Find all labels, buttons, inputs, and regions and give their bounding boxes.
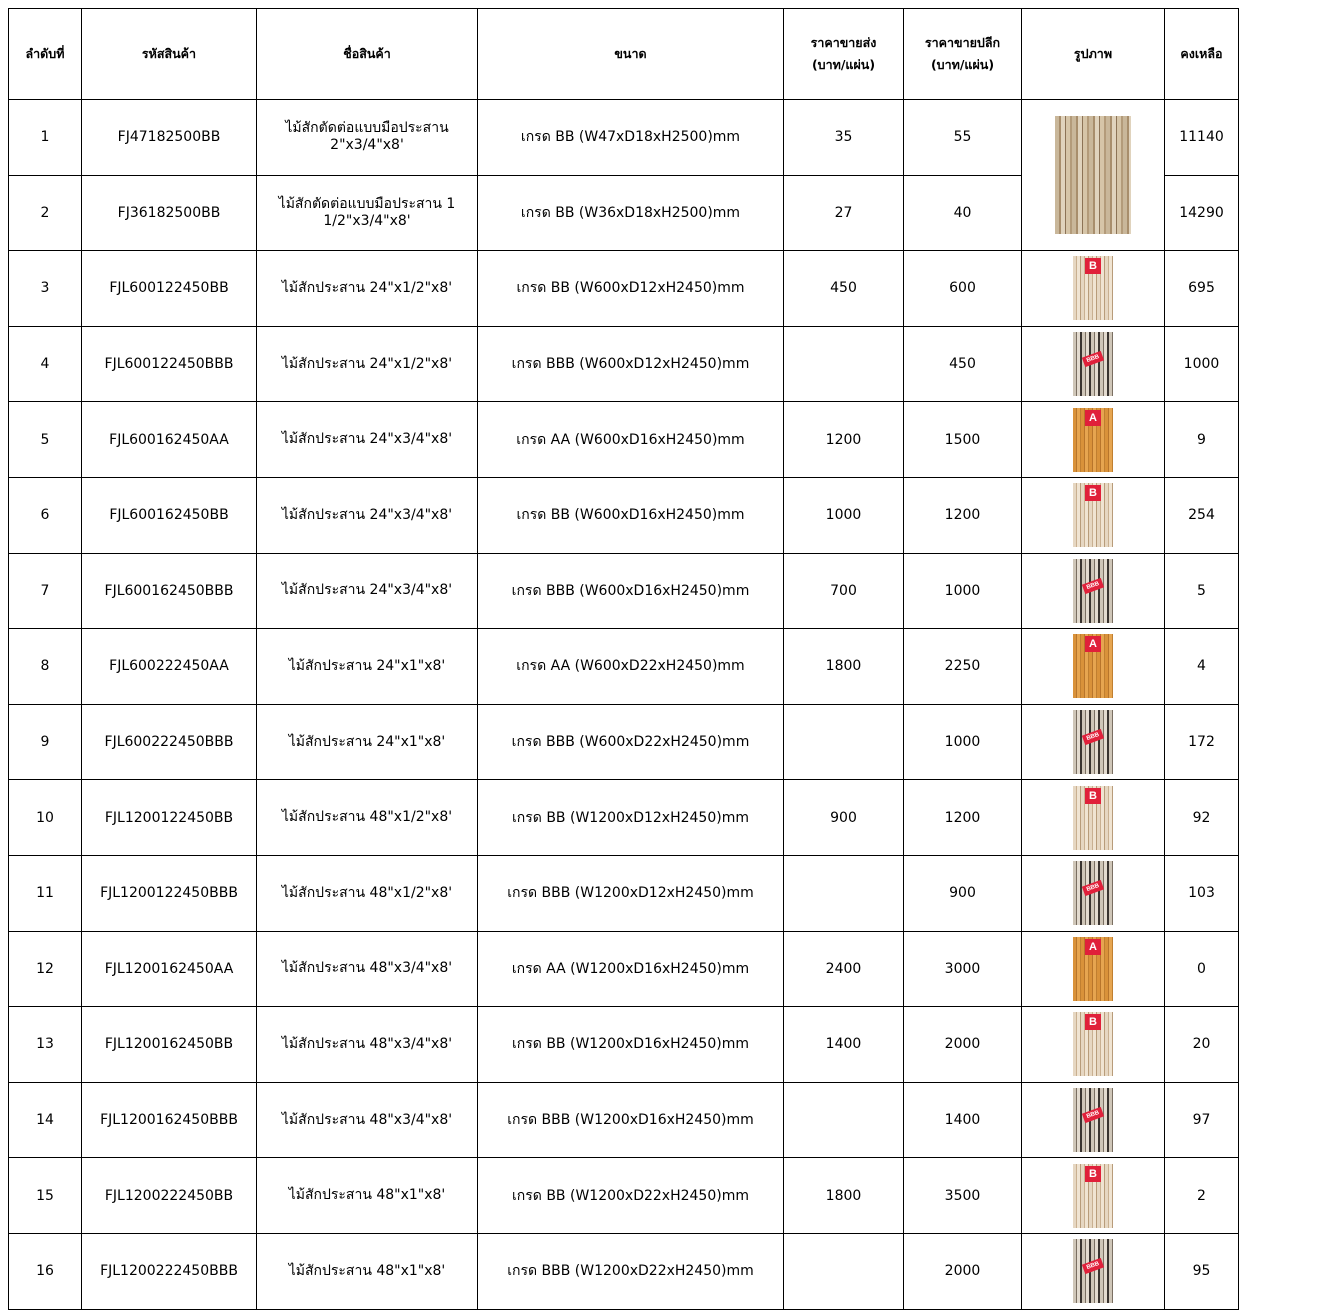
panel-grade-bbb-image (1073, 1088, 1113, 1152)
stock-remaining: 95 (1165, 1233, 1239, 1309)
product-image-cell (1022, 780, 1165, 856)
grade-tag: BBB (1082, 1258, 1104, 1274)
table-row (9, 251, 1239, 327)
row-number: 5 (9, 402, 82, 478)
row-number: 9 (9, 704, 82, 780)
row-number: 1 (9, 100, 82, 176)
header-row (9, 9, 1239, 100)
product-code: FJL1200162450AA (82, 931, 257, 1007)
product-size: เกรด BBB (W600xD22xH2450)mm (478, 704, 784, 780)
product-image-cell (1022, 100, 1165, 251)
product-name: ไม้สักประสาน 24"x1/2"x8' (257, 251, 478, 327)
grade-tag: B (1085, 258, 1101, 274)
product-size: เกรด AA (W600xD16xH2450)mm (478, 402, 784, 478)
retail-price: 1400 (904, 1082, 1022, 1158)
wood-plank-image (1055, 116, 1131, 234)
wholesale-price: 900 (784, 780, 904, 856)
product-size: เกรด BB (W1200xD16xH2450)mm (478, 1007, 784, 1083)
grade-tag: A (1085, 410, 1101, 426)
product-name: ไม้สักประสาน 48"x3/4"x8' (257, 1082, 478, 1158)
product-size: เกรด BB (W600xD12xH2450)mm (478, 251, 784, 327)
grade-tag: BBB (1082, 1107, 1104, 1123)
product-code: FJL600162450BBB (82, 553, 257, 629)
table-row (9, 855, 1239, 931)
product-name: ไม้สักตัดต่อแบบมือประสาน 2"x3/4"x8' (257, 100, 478, 176)
product-size: เกรด BBB (W1200xD16xH2450)mm (478, 1082, 784, 1158)
table-row (9, 1158, 1239, 1234)
stock-remaining: 172 (1165, 704, 1239, 780)
product-size: เกรด BBB (W600xD16xH2450)mm (478, 553, 784, 629)
wholesale-price (784, 1082, 904, 1158)
table-row (9, 704, 1239, 780)
wholesale-price: 1800 (784, 629, 904, 705)
product-code: FJL600222450AA (82, 629, 257, 705)
retail-price: 1200 (904, 477, 1022, 553)
product-code: FJL1200122450BBB (82, 855, 257, 931)
grade-tag: B (1085, 1166, 1101, 1182)
panel-grade-b-image (1073, 1164, 1113, 1228)
product-code: FJL1200162450BBB (82, 1082, 257, 1158)
wholesale-price: 450 (784, 251, 904, 327)
header-wholesale-unit: (บาท/แผ่น) (811, 57, 876, 72)
price-table (8, 8, 1239, 1310)
row-number: 3 (9, 251, 82, 327)
row-number: 10 (9, 780, 82, 856)
retail-price: 2000 (904, 1007, 1022, 1083)
wholesale-price: 1400 (784, 1007, 904, 1083)
wholesale-price: 2400 (784, 931, 904, 1007)
product-code: FJL600222450BBB (82, 704, 257, 780)
panel-grade-a-image (1073, 937, 1113, 1001)
wholesale-price (784, 704, 904, 780)
product-name: ไม้สักประสาน 48"x1/2"x8' (257, 780, 478, 856)
grade-tag: B (1085, 1014, 1101, 1030)
product-image-cell (1022, 931, 1165, 1007)
grade-tag: BBB (1082, 351, 1104, 367)
stock-remaining: 1000 (1165, 326, 1239, 402)
wholesale-price: 700 (784, 553, 904, 629)
wholesale-price: 1800 (784, 1158, 904, 1234)
row-number: 16 (9, 1233, 82, 1309)
stock-remaining: 14290 (1165, 175, 1239, 251)
grade-tag: BBB (1082, 880, 1104, 896)
stock-remaining: 0 (1165, 931, 1239, 1007)
product-name: ไม้สักประสาน 24"x1"x8' (257, 629, 478, 705)
panel-grade-a-image (1073, 634, 1113, 698)
table-row (9, 477, 1239, 553)
product-name: ไม้สักประสาน 48"x1"x8' (257, 1233, 478, 1309)
row-number: 7 (9, 553, 82, 629)
retail-price: 1500 (904, 402, 1022, 478)
header-stock: คงเหลือ (1165, 9, 1239, 100)
table-row (9, 629, 1239, 705)
product-size: เกรด BB (W600xD16xH2450)mm (478, 477, 784, 553)
product-code: FJL1200122450BB (82, 780, 257, 856)
panel-grade-bbb-image (1073, 1239, 1113, 1303)
panel-grade-b-image (1073, 786, 1113, 850)
wholesale-price (784, 1233, 904, 1309)
header-size: ขนาด (478, 9, 784, 100)
header-image: รูปภาพ (1022, 9, 1165, 100)
stock-remaining: 20 (1165, 1007, 1239, 1083)
product-name: ไม้สักประสาน 48"x1"x8' (257, 1158, 478, 1234)
product-code: FJL600122450BB (82, 251, 257, 327)
grade-tag: B (1085, 788, 1101, 804)
product-size: เกรด BB (W36xD18xH2500)mm (478, 175, 784, 251)
stock-remaining: 5 (1165, 553, 1239, 629)
header-wholesale (784, 9, 904, 100)
product-image-cell (1022, 629, 1165, 705)
retail-price: 450 (904, 326, 1022, 402)
row-number: 6 (9, 477, 82, 553)
header-wholesale-label: ราคาขายส่ง (810, 35, 877, 50)
product-name: ไม้สักประสาน 24"x3/4"x8' (257, 477, 478, 553)
panel-grade-a-image (1073, 408, 1113, 472)
wholesale-price: 1200 (784, 402, 904, 478)
retail-price: 2250 (904, 629, 1022, 705)
stock-remaining: 695 (1165, 251, 1239, 327)
product-image-cell (1022, 477, 1165, 553)
product-size: เกรด AA (W600xD22xH2450)mm (478, 629, 784, 705)
product-size: เกรด BBB (W600xD12xH2450)mm (478, 326, 784, 402)
product-image-cell (1022, 1158, 1165, 1234)
wholesale-price: 1000 (784, 477, 904, 553)
row-number: 14 (9, 1082, 82, 1158)
product-name: ไม้สักประสาน 24"x1"x8' (257, 704, 478, 780)
product-size: เกรด BB (W1200xD12xH2450)mm (478, 780, 784, 856)
panel-grade-bbb-image (1073, 710, 1113, 774)
header-name: ชื่อสินค้า (257, 9, 478, 100)
product-image-cell (1022, 855, 1165, 931)
stock-remaining: 97 (1165, 1082, 1239, 1158)
product-image-cell (1022, 402, 1165, 478)
product-size: เกรด AA (W1200xD16xH2450)mm (478, 931, 784, 1007)
header-retail-unit: (บาท/แผ่น) (930, 57, 995, 72)
product-code: FJ47182500BB (82, 100, 257, 176)
stock-remaining: 254 (1165, 477, 1239, 553)
panel-grade-b-image (1073, 1012, 1113, 1076)
product-size: เกรด BBB (W1200xD22xH2450)mm (478, 1233, 784, 1309)
panel-grade-b-image (1073, 256, 1113, 320)
retail-price: 900 (904, 855, 1022, 931)
table-row (9, 402, 1239, 478)
table-row (9, 780, 1239, 856)
retail-price: 2000 (904, 1233, 1022, 1309)
wholesale-price: 35 (784, 100, 904, 176)
wholesale-price (784, 855, 904, 931)
product-code: FJL600122450BBB (82, 326, 257, 402)
product-name: ไม้สักตัดต่อแบบมือประสาน 1 1/2"x3/4"x8' (257, 175, 478, 251)
product-image-cell (1022, 1007, 1165, 1083)
product-name: ไม้สักประสาน 24"x3/4"x8' (257, 402, 478, 478)
product-name: ไม้สักประสาน 24"x3/4"x8' (257, 553, 478, 629)
table-row (9, 326, 1239, 402)
product-image-cell (1022, 326, 1165, 402)
product-code: FJL600162450AA (82, 402, 257, 478)
product-image-cell (1022, 553, 1165, 629)
table-row (9, 1233, 1239, 1309)
product-name: ไม้สักประสาน 48"x3/4"x8' (257, 1007, 478, 1083)
table-row (9, 553, 1239, 629)
row-number: 15 (9, 1158, 82, 1234)
stock-remaining: 92 (1165, 780, 1239, 856)
product-image-cell (1022, 704, 1165, 780)
product-image-cell (1022, 1082, 1165, 1158)
header-retail-label: ราคาขายปลีก (924, 35, 1001, 50)
product-size: เกรด BB (W47xD18xH2500)mm (478, 100, 784, 176)
product-image-cell (1022, 251, 1165, 327)
row-number: 11 (9, 855, 82, 931)
retail-price: 3500 (904, 1158, 1022, 1234)
header-no: ลำดับที่ (9, 9, 82, 100)
product-code: FJ36182500BB (82, 175, 257, 251)
header-retail (904, 9, 1022, 100)
table-row (9, 100, 1239, 176)
table-row (9, 931, 1239, 1007)
panel-grade-bbb-image (1073, 559, 1113, 623)
row-number: 13 (9, 1007, 82, 1083)
grade-tag: BBB (1082, 729, 1104, 745)
stock-remaining: 9 (1165, 402, 1239, 478)
product-code: FJL600162450BB (82, 477, 257, 553)
product-name: ไม้สักประสาน 24"x1/2"x8' (257, 326, 478, 402)
product-image-cell (1022, 1233, 1165, 1309)
panel-grade-bbb-image (1073, 332, 1113, 396)
row-number: 8 (9, 629, 82, 705)
retail-price: 40 (904, 175, 1022, 251)
retail-price: 1000 (904, 553, 1022, 629)
retail-price: 1000 (904, 704, 1022, 780)
wholesale-price: 27 (784, 175, 904, 251)
product-size: เกรด BBB (W1200xD12xH2450)mm (478, 855, 784, 931)
grade-tag: BBB (1082, 578, 1104, 594)
grade-tag: A (1085, 636, 1101, 652)
row-number: 4 (9, 326, 82, 402)
header-code: รหัสสินค้า (82, 9, 257, 100)
product-name: ไม้สักประสาน 48"x3/4"x8' (257, 931, 478, 1007)
table-row (9, 1082, 1239, 1158)
panel-grade-b-image (1073, 483, 1113, 547)
product-code: FJL1200162450BB (82, 1007, 257, 1083)
product-size: เกรด BB (W1200xD22xH2450)mm (478, 1158, 784, 1234)
stock-remaining: 103 (1165, 855, 1239, 931)
stock-remaining: 2 (1165, 1158, 1239, 1234)
stock-remaining: 11140 (1165, 100, 1239, 176)
row-number: 12 (9, 931, 82, 1007)
row-number: 2 (9, 175, 82, 251)
grade-tag: B (1085, 485, 1101, 501)
product-code: FJL1200222450BB (82, 1158, 257, 1234)
panel-grade-bbb-image (1073, 861, 1113, 925)
table-row (9, 1007, 1239, 1083)
product-code: FJL1200222450BBB (82, 1233, 257, 1309)
product-name: ไม้สักประสาน 48"x1/2"x8' (257, 855, 478, 931)
stock-remaining: 4 (1165, 629, 1239, 705)
retail-price: 55 (904, 100, 1022, 176)
grade-tag: A (1085, 939, 1101, 955)
retail-price: 3000 (904, 931, 1022, 1007)
retail-price: 1200 (904, 780, 1022, 856)
wholesale-price (784, 326, 904, 402)
retail-price: 600 (904, 251, 1022, 327)
